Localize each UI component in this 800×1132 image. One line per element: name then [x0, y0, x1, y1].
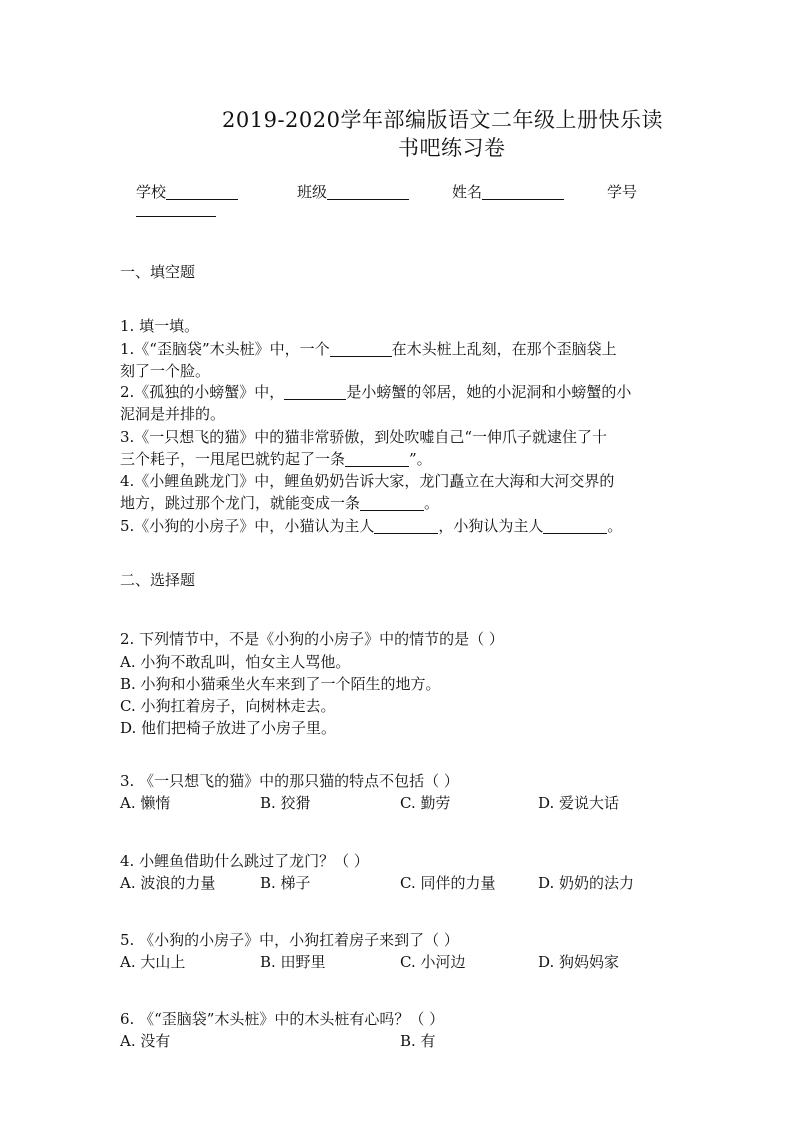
number-blank[interactable]: [136, 200, 216, 217]
page-title: 2019-2020学年部编版语文二年级上册快乐读: [222, 108, 663, 132]
fill-blank[interactable]: [360, 494, 424, 511]
school-blank[interactable]: [166, 183, 238, 200]
page-title-line2: 书吧练习卷: [398, 136, 506, 160]
q3-option-c[interactable]: C. 勤劳: [400, 794, 451, 812]
name-field[interactable]: [452, 181, 564, 202]
question-2-stem: 2. 下列情节中，不是《小狗的小房子》中的情节的是（ ）: [120, 630, 504, 648]
class-field[interactable]: [297, 181, 409, 202]
q4-option-b[interactable]: B. 梯子: [260, 874, 311, 892]
number-field[interactable]: [136, 199, 216, 218]
q5-option-a[interactable]: A. 大山上: [120, 953, 186, 971]
school-label: 学校: [136, 183, 167, 201]
class-label: 班级: [297, 183, 328, 201]
fill-blank[interactable]: [543, 517, 607, 534]
q4-option-c[interactable]: C. 同伴的力量: [400, 874, 496, 892]
fill-item-3-line1: 3.《一只想飞的猫》中的猫非常骄傲，到处吹嘘自己“一伸爪子就逮住了十: [120, 428, 607, 446]
q6-option-a[interactable]: A. 没有: [120, 1032, 171, 1050]
section-heading-choice: 二、选择题: [120, 571, 196, 589]
class-blank[interactable]: [327, 183, 409, 200]
q2-option-a[interactable]: A. 小狗不敢乱叫，怕女主人骂他。: [120, 653, 351, 671]
fill-blank[interactable]: [330, 340, 392, 357]
q5-option-b[interactable]: B. 田野里: [260, 953, 326, 971]
q3-option-d[interactable]: D. 爱说大话: [538, 794, 620, 812]
question-4-stem: 4. 小鲤鱼借助什么跳过了龙门？（ ）: [120, 852, 369, 870]
question-1-stem: 1. 填一填。: [120, 317, 200, 335]
fill-item-1-line2: 刻了一个脸。: [120, 362, 211, 380]
q6-option-b[interactable]: B. 有: [400, 1032, 436, 1050]
fill-blank[interactable]: [345, 450, 409, 467]
section-heading-fill: 一、填空题: [120, 263, 196, 281]
q3-option-b[interactable]: B. 狡猾: [260, 794, 311, 812]
fill-item-4-line1: 4.《小鲤鱼跳龙门》中，鲤鱼奶奶告诉大家，龙门矗立在大海和大河交界的: [120, 472, 615, 490]
q2-option-c[interactable]: C. 小狗扛着房子，向树林走去。: [120, 697, 336, 715]
fill-blank[interactable]: [374, 517, 438, 534]
fill-item-2-line2: 泥洞是并排的。: [120, 405, 226, 423]
fill-item-2-line1: 2.《孤独的小螃蟹》中， 是小螃蟹的邻居，她的小泥洞和小螃蟹的小: [120, 383, 632, 401]
number-label: 学号: [607, 183, 638, 201]
name-blank[interactable]: [482, 183, 564, 200]
fill-item-5: 5.《小狗的小房子》中，小猫认为主人 ，小狗认为主人 。: [120, 517, 623, 535]
q2-option-b[interactable]: B. 小狗和小猫乘坐火车来到了一个陌生的地方。: [120, 675, 441, 693]
fill-blank[interactable]: [284, 383, 346, 400]
question-3-stem: 3. 《一只想飞的猫》中的那只猫的特点不包括（ ）: [120, 772, 459, 790]
question-6-stem: 6. 《“歪脑袋”木头桩》中的木头桩有心吗？（ ）: [120, 1010, 445, 1028]
fill-item-3-line2: 三个耗子，一甩尾巴就钓起了一条 ”。: [120, 450, 432, 468]
q2-option-d[interactable]: D. 他们把椅子放进了小房子里。: [120, 719, 337, 737]
q4-option-a[interactable]: A. 波浪的力量: [120, 874, 216, 892]
q4-option-d[interactable]: D. 奶奶的法力: [538, 874, 635, 892]
q5-option-c[interactable]: C. 小河边: [400, 953, 466, 971]
fill-item-1-line1: 1.《“歪脑袋”木头桩》中，一个 在木头桩上乱刻，在那个歪脑袋上: [120, 340, 617, 358]
question-5-stem: 5. 《小狗的小房子》中，小狗扛着房子来到了（ ）: [120, 931, 459, 949]
q3-option-a[interactable]: A. 懒惰: [120, 794, 171, 812]
q5-option-d[interactable]: D. 狗妈妈家: [538, 953, 620, 971]
fill-item-4-line2: 地方，跳过那个龙门，就能变成一条 。: [120, 494, 440, 512]
name-label: 姓名: [452, 183, 483, 201]
